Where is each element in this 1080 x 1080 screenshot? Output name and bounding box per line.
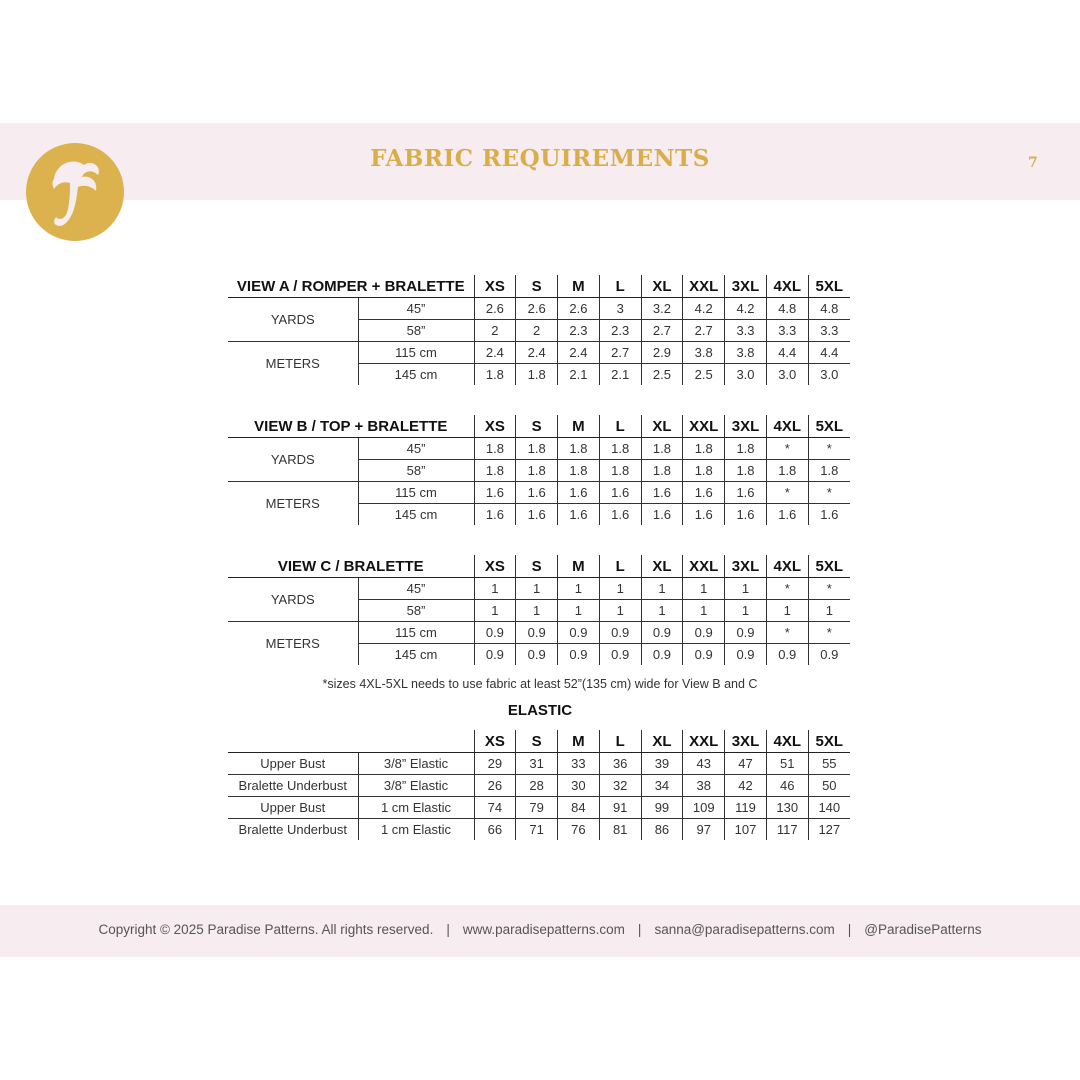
size-header: S [516, 730, 558, 753]
value-cell: 0.9 [725, 644, 767, 666]
table-row [228, 753, 850, 775]
value-cell: 3.3 [808, 320, 850, 342]
value-cell: 1.6 [641, 504, 683, 526]
value-cell: 1.6 [766, 504, 808, 526]
size-header: 5XL [808, 555, 850, 578]
table-row [228, 819, 850, 841]
value-cell: 2.7 [683, 320, 725, 342]
value-cell: 1.8 [725, 460, 767, 482]
size-header: L [599, 415, 641, 438]
value-cell: 2.6 [474, 298, 516, 320]
value-cell: 0.9 [766, 644, 808, 666]
value-cell: 4.8 [766, 298, 808, 320]
header-row [228, 555, 850, 578]
value-cell: 86 [641, 819, 683, 841]
value-cell: 30 [558, 775, 600, 797]
measurement-label: Upper Bust [228, 797, 358, 819]
view-c-table [228, 555, 850, 665]
value-cell: 1 [516, 578, 558, 600]
view-b-table [228, 415, 850, 525]
size-header: XS [474, 555, 516, 578]
size-header: 5XL [808, 415, 850, 438]
value-cell: 3.0 [766, 364, 808, 386]
value-cell: 55 [808, 753, 850, 775]
value-cell: 2.6 [558, 298, 600, 320]
value-cell: 1.8 [474, 460, 516, 482]
value-cell: 2 [516, 320, 558, 342]
table-title: VIEW A / ROMPER + BRALETTE [228, 275, 474, 298]
website-link[interactable]: www.paradisepatterns.com [462, 922, 625, 937]
value-cell: 3.0 [808, 364, 850, 386]
value-cell: 2.5 [641, 364, 683, 386]
value-cell: * [808, 622, 850, 644]
value-cell: 1.6 [516, 482, 558, 504]
value-cell: 3.0 [725, 364, 767, 386]
size-header: XS [474, 730, 516, 753]
value-cell: 1.6 [599, 504, 641, 526]
size-header: XXL [683, 415, 725, 438]
value-cell: 1 [766, 600, 808, 622]
value-cell: 29 [474, 753, 516, 775]
value-cell: 2 [474, 320, 516, 342]
value-cell: 1.6 [683, 482, 725, 504]
value-cell: 76 [558, 819, 600, 841]
fabric-width: 115 cm [358, 482, 474, 504]
value-cell: 0.9 [808, 644, 850, 666]
value-cell: 1.6 [683, 504, 725, 526]
value-cell: 97 [683, 819, 725, 841]
value-cell: 3 [599, 298, 641, 320]
value-cell: 50 [808, 775, 850, 797]
value-cell: 1 [683, 600, 725, 622]
measurement-label: Bralette Underbust [238, 822, 347, 837]
value-cell: 1.6 [474, 504, 516, 526]
value-cell: 2.7 [599, 342, 641, 364]
value-cell: 2.1 [558, 364, 600, 386]
elastic-type: 3/8” Elastic [358, 753, 474, 775]
value-cell: 1.6 [808, 504, 850, 526]
value-cell: 1.6 [599, 482, 641, 504]
value-cell: 47 [725, 753, 767, 775]
size-header: L [599, 275, 641, 298]
value-cell: 4.8 [808, 298, 850, 320]
value-cell: 99 [641, 797, 683, 819]
header-row [228, 415, 850, 438]
size-header: XL [641, 415, 683, 438]
fabric-width: 115 cm [358, 622, 474, 644]
size-header: M [558, 555, 600, 578]
value-cell: * [808, 482, 850, 504]
fabric-width: 45” [358, 578, 474, 600]
header-row [228, 275, 850, 298]
unit-label: YARDS [228, 298, 358, 342]
value-cell: * [808, 438, 850, 460]
value-cell: 79 [516, 797, 558, 819]
value-cell: 2.3 [599, 320, 641, 342]
value-cell: 119 [725, 797, 767, 819]
fabric-width: 145 cm [358, 364, 474, 386]
table-title [228, 730, 474, 753]
value-cell: 3.3 [766, 320, 808, 342]
value-cell: 1.8 [683, 438, 725, 460]
value-cell: 51 [766, 753, 808, 775]
value-cell: 1 [725, 578, 767, 600]
value-cell: 0.9 [474, 622, 516, 644]
value-cell: 109 [683, 797, 725, 819]
size-header: XS [474, 415, 516, 438]
value-cell: 1 [599, 600, 641, 622]
value-cell: 3.8 [725, 342, 767, 364]
table-row [228, 775, 850, 797]
value-cell: * [808, 578, 850, 600]
size-header: XL [641, 730, 683, 753]
value-cell: 0.9 [725, 622, 767, 644]
value-cell: 1 [516, 600, 558, 622]
value-cell: 1.8 [474, 364, 516, 386]
value-cell: 39 [641, 753, 683, 775]
fabric-width: 115 cm [358, 342, 474, 364]
value-cell: 66 [474, 819, 516, 841]
elastic-type: 1 cm Elastic [358, 797, 474, 819]
size-header: M [558, 415, 600, 438]
value-cell: 1 [808, 600, 850, 622]
size-header: XS [474, 275, 516, 298]
value-cell: * [766, 578, 808, 600]
size-header: XXL [683, 275, 725, 298]
size-header: 3XL [725, 730, 767, 753]
value-cell: 31 [516, 753, 558, 775]
value-cell: 107 [725, 819, 767, 841]
value-cell: * [766, 622, 808, 644]
value-cell: 28 [516, 775, 558, 797]
value-cell: 3.2 [641, 298, 683, 320]
value-cell: 0.9 [558, 644, 600, 666]
email-link[interactable]: sanna@paradisepatterns.com [654, 922, 835, 937]
value-cell: 1.8 [516, 460, 558, 482]
table-row [228, 438, 850, 460]
value-cell: 1.8 [641, 438, 683, 460]
value-cell: 71 [516, 819, 558, 841]
value-cell: 2.5 [683, 364, 725, 386]
value-cell: 1 [474, 600, 516, 622]
table-row [228, 797, 850, 819]
table-row [228, 342, 850, 364]
value-cell: 0.9 [516, 644, 558, 666]
size-header: 4XL [766, 555, 808, 578]
value-cell: 2.1 [599, 364, 641, 386]
value-cell: 81 [599, 819, 641, 841]
value-cell: 2.4 [474, 342, 516, 364]
value-cell: 1.8 [599, 438, 641, 460]
value-cell: 1.6 [516, 504, 558, 526]
value-cell: 1.6 [558, 482, 600, 504]
value-cell: 1.8 [516, 364, 558, 386]
value-cell: 3.3 [725, 320, 767, 342]
size-header: S [516, 415, 558, 438]
value-cell: 0.9 [516, 622, 558, 644]
value-cell: 0.9 [641, 644, 683, 666]
measurement-label: Upper Bust [228, 753, 358, 775]
fabric-width: 45” [358, 298, 474, 320]
header-row [228, 730, 850, 753]
copyright: Copyright © 2025 Paradise Patterns. All rights reserved. [98, 922, 434, 937]
elastic-type: 1 cm Elastic [358, 819, 474, 841]
elastic-type: 3/8” Elastic [358, 775, 474, 797]
size-header: XL [641, 555, 683, 578]
value-cell: 140 [808, 797, 850, 819]
size-header: S [516, 275, 558, 298]
value-cell: 0.9 [683, 622, 725, 644]
value-cell: 0.9 [641, 622, 683, 644]
page-number: 7 [1028, 155, 1038, 171]
value-cell: 1 [558, 600, 600, 622]
fabric-width: 58” [358, 600, 474, 622]
footer [0, 922, 1080, 937]
value-cell: 38 [683, 775, 725, 797]
value-cell: 2.9 [641, 342, 683, 364]
size-header: XXL [683, 555, 725, 578]
value-cell: 1.8 [599, 460, 641, 482]
elastic-table [228, 730, 850, 840]
size-header: M [558, 730, 600, 753]
value-cell: 2.3 [558, 320, 600, 342]
footnote: *sizes 4XL-5XL needs to use fabric at least 52”(135 cm) wide for View B and C [322, 677, 758, 691]
size-header: 3XL [725, 555, 767, 578]
value-cell: 0.9 [558, 622, 600, 644]
size-header: 5XL [808, 730, 850, 753]
fabric-width: 58” [358, 460, 474, 482]
size-header: 4XL [766, 730, 808, 753]
value-cell: 1.8 [641, 460, 683, 482]
value-cell: 42 [725, 775, 767, 797]
value-cell: 4.2 [683, 298, 725, 320]
value-cell: 0.9 [599, 622, 641, 644]
value-cell: 91 [599, 797, 641, 819]
social-handle[interactable]: @ParadisePatterns [864, 922, 982, 937]
value-cell: 1.6 [474, 482, 516, 504]
value-cell: 1 [599, 578, 641, 600]
size-header: M [558, 275, 600, 298]
value-cell: 127 [808, 819, 850, 841]
value-cell: 2.4 [516, 342, 558, 364]
value-cell: 1.6 [725, 504, 767, 526]
table-title: VIEW B / TOP + BRALETTE [228, 415, 474, 438]
value-cell: 1.8 [558, 438, 600, 460]
page-title: FABRIC REQUIREMENTS [370, 145, 710, 172]
value-cell: 1 [641, 578, 683, 600]
value-cell: 2.7 [641, 320, 683, 342]
value-cell: 2.6 [516, 298, 558, 320]
value-cell: 1 [474, 578, 516, 600]
elastic-title: ELASTIC [507, 702, 573, 719]
table-row [228, 578, 850, 600]
value-cell: 1.8 [808, 460, 850, 482]
unit-label: METERS [265, 496, 320, 511]
table-row [228, 482, 850, 504]
table-row [228, 622, 850, 644]
measurement-label: Bralette Underbust [228, 775, 358, 797]
value-cell: 43 [683, 753, 725, 775]
value-cell: 130 [766, 797, 808, 819]
view-a-table [228, 275, 850, 385]
unit-label: METERS [265, 356, 320, 371]
value-cell: 1 [725, 600, 767, 622]
value-cell: 4.4 [766, 342, 808, 364]
unit-label: YARDS [228, 438, 358, 482]
value-cell: 2.4 [558, 342, 600, 364]
value-cell: 34 [641, 775, 683, 797]
value-cell: 36 [599, 753, 641, 775]
size-header: L [599, 555, 641, 578]
value-cell: 26 [474, 775, 516, 797]
size-header: 5XL [808, 275, 850, 298]
value-cell: 1 [683, 578, 725, 600]
value-cell: 0.9 [474, 644, 516, 666]
size-header: XL [641, 275, 683, 298]
value-cell: 4.2 [725, 298, 767, 320]
table-row [228, 298, 850, 320]
size-header: L [599, 730, 641, 753]
size-header: S [516, 555, 558, 578]
fabric-width: 45” [358, 438, 474, 460]
size-header: 4XL [766, 415, 808, 438]
value-cell: * [766, 438, 808, 460]
value-cell: 1.6 [725, 482, 767, 504]
unit-label: METERS [265, 636, 320, 651]
separator: | [446, 922, 450, 937]
fabric-width: 145 cm [358, 644, 474, 666]
value-cell: 1 [641, 600, 683, 622]
size-header: 4XL [766, 275, 808, 298]
separator: | [637, 922, 642, 937]
value-cell: 117 [766, 819, 808, 841]
value-cell: 32 [599, 775, 641, 797]
value-cell: 1.8 [516, 438, 558, 460]
value-cell: 46 [766, 775, 808, 797]
value-cell: 1.6 [558, 504, 600, 526]
table-title: VIEW C / BRALETTE [228, 555, 474, 578]
value-cell: 84 [558, 797, 600, 819]
size-header: 3XL [725, 275, 767, 298]
value-cell: 1.6 [641, 482, 683, 504]
value-cell: 0.9 [683, 644, 725, 666]
value-cell: 1.8 [766, 460, 808, 482]
value-cell: 74 [474, 797, 516, 819]
value-cell: 1.8 [558, 460, 600, 482]
unit-label: YARDS [228, 578, 358, 622]
value-cell: 4.4 [808, 342, 850, 364]
value-cell: * [766, 482, 808, 504]
separator: | [847, 922, 852, 937]
value-cell: 1.8 [683, 460, 725, 482]
value-cell: 3.8 [683, 342, 725, 364]
size-header: 3XL [725, 415, 767, 438]
value-cell: 0.9 [599, 644, 641, 666]
size-header: XXL [683, 730, 725, 753]
fabric-width: 145 cm [358, 504, 474, 526]
value-cell: 33 [558, 753, 600, 775]
value-cell: 1.8 [474, 438, 516, 460]
value-cell: 1.8 [725, 438, 767, 460]
value-cell: 1 [558, 578, 600, 600]
fabric-width: 58” [358, 320, 474, 342]
